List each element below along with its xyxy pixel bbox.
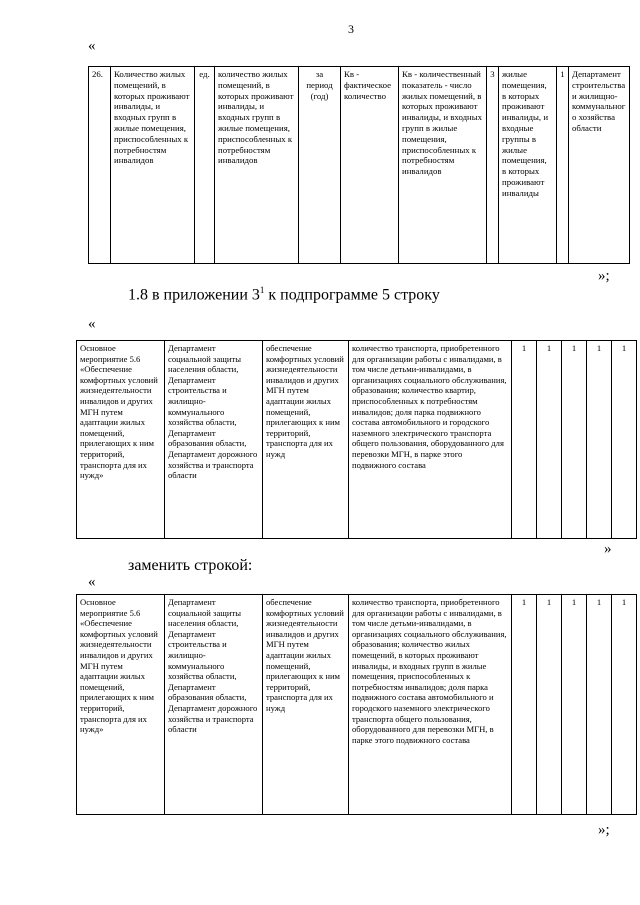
indicator-name: Количество жилых помещений, в которых проживают инвалиды, и входных групп в жилые помещения, приспособленных к потребностям инвалидов (111, 67, 195, 264)
responsible: Департамент социальной защиты населения области, Департамент строительства и жилищно-коммунального хозяйства области, Департамент образования области, Департамент дорожного хозяйства и транспорта области (165, 341, 263, 539)
open-quote-3: « (88, 574, 96, 590)
indicators: количество транспорта, приобретенного для организации работы с инвалидами, в том числе детьми-инвалидами, в организациях социального обслуживания, образования; количество жилых помещений, в которых проживают инвалиды, и входных групп в жилые помещения, приспособленных к потребностям инвалидов; доля парка подвижного состава автомобильного и городского наземного электрического транспорта общего пользования, оборудованного для перевозки МГН, в парке этого подвижного состава (349, 595, 512, 815)
measure-name: Основное мероприятие 5.6 «Обеспечение комфортных условий жизнедеятельности инвалидов и других МГН путем адаптации жилых помещений, прилегающих к ним территорий, транспорта для их нужд» (77, 595, 165, 815)
mark-2: 1 (537, 595, 562, 815)
mark-3: 1 (562, 595, 587, 815)
indicator-definition: количество жилых помещений, в которых проживают инвалиды, и входных групп в жилые помещения, приспособленных к потребностям инвалидов (215, 67, 299, 264)
heading-superscript: 1 (259, 285, 265, 295)
code-3: 3 (487, 67, 499, 264)
basis: жилые помещения, в которых проживают инвалиды, и входные группы в жилые помещения, в которых проживают инвалиды (499, 67, 557, 264)
responsible: Департамент социальной защиты населения области, Департамент строительства и жилищно-коммунального хозяйства области, Департамент образования области, Департамент дорожного хозяйства и транспорта области (165, 595, 263, 815)
heading-prefix: 1.8 в приложении 3 (128, 286, 260, 304)
code-1: 1 (557, 67, 569, 264)
measure-table-old (76, 340, 637, 539)
mark-4: 1 (587, 595, 612, 815)
expected-result: обеспечение комфортных условий жизнедеятельности инвалидов и других МГН путем адаптации жилых помещений, прилегающих к ним территорий, транспорта для их нужд (263, 595, 349, 815)
section-heading (128, 285, 440, 304)
open-quote-2: « (88, 316, 96, 332)
mark-1: 1 (512, 341, 537, 539)
unit: ед. (195, 67, 215, 264)
expected-result: обеспечение комфортных условий жизнедеятельности инвалидов и других МГН путем адаптации жилых помещений, прилегающих к ним территорий, транспорта для их нужд (263, 341, 349, 539)
measure-name: Основное мероприятие 5.6 «Обеспечение комфортных условий жизнедеятельности инвалидов и других МГН путем адаптации жилых помещений, прилегающих к ним территорий, транспорта для их нужд» (77, 341, 165, 539)
table-row (77, 595, 637, 815)
period: за период (год) (299, 67, 341, 264)
close-quote-1: »; (598, 268, 610, 284)
close-quote-3: »; (598, 822, 610, 838)
formula: Кв - количественный показатель - число жилых помещений, в которых проживают инвалиды, и входных групп в жилые помещения, приспособленных к потребностям инвалидов (399, 67, 487, 264)
table-row (77, 341, 637, 539)
mark-2: 1 (537, 341, 562, 539)
mark-4: 1 (587, 341, 612, 539)
mark-3: 1 (562, 341, 587, 539)
kv-value: Кв - фактическое количество (341, 67, 399, 264)
replace-label: заменить строкой: (128, 557, 253, 574)
mark-5: 1 (612, 341, 637, 539)
open-quote-1: « (88, 38, 96, 54)
page-number: 3 (348, 22, 354, 36)
department: Департамент строительства и жилищно-коммунального хозяйства области (569, 67, 630, 264)
table-row (89, 67, 630, 264)
mark-5: 1 (612, 595, 637, 815)
mark-1: 1 (512, 595, 537, 815)
indicator-table (88, 66, 630, 264)
heading-suffix: к подпрограмме 5 строку (264, 286, 440, 304)
close-quote-2: » (604, 541, 612, 557)
row-number: 26. (89, 67, 111, 264)
indicators: количество транспорта, приобретенного для организации работы с инвалидами, в том числе детьми-инвалидами, в организациях социального обслуживания, образования; количество квартир, приспособленных к потребностям инвалидов; доля парка подвижного состава автомобильного и городского наземного электрического транспорта общего пользования, оборудованного для перевозки МГН, в парке этого подвижного состава (349, 341, 512, 539)
measure-table-new (76, 594, 637, 815)
